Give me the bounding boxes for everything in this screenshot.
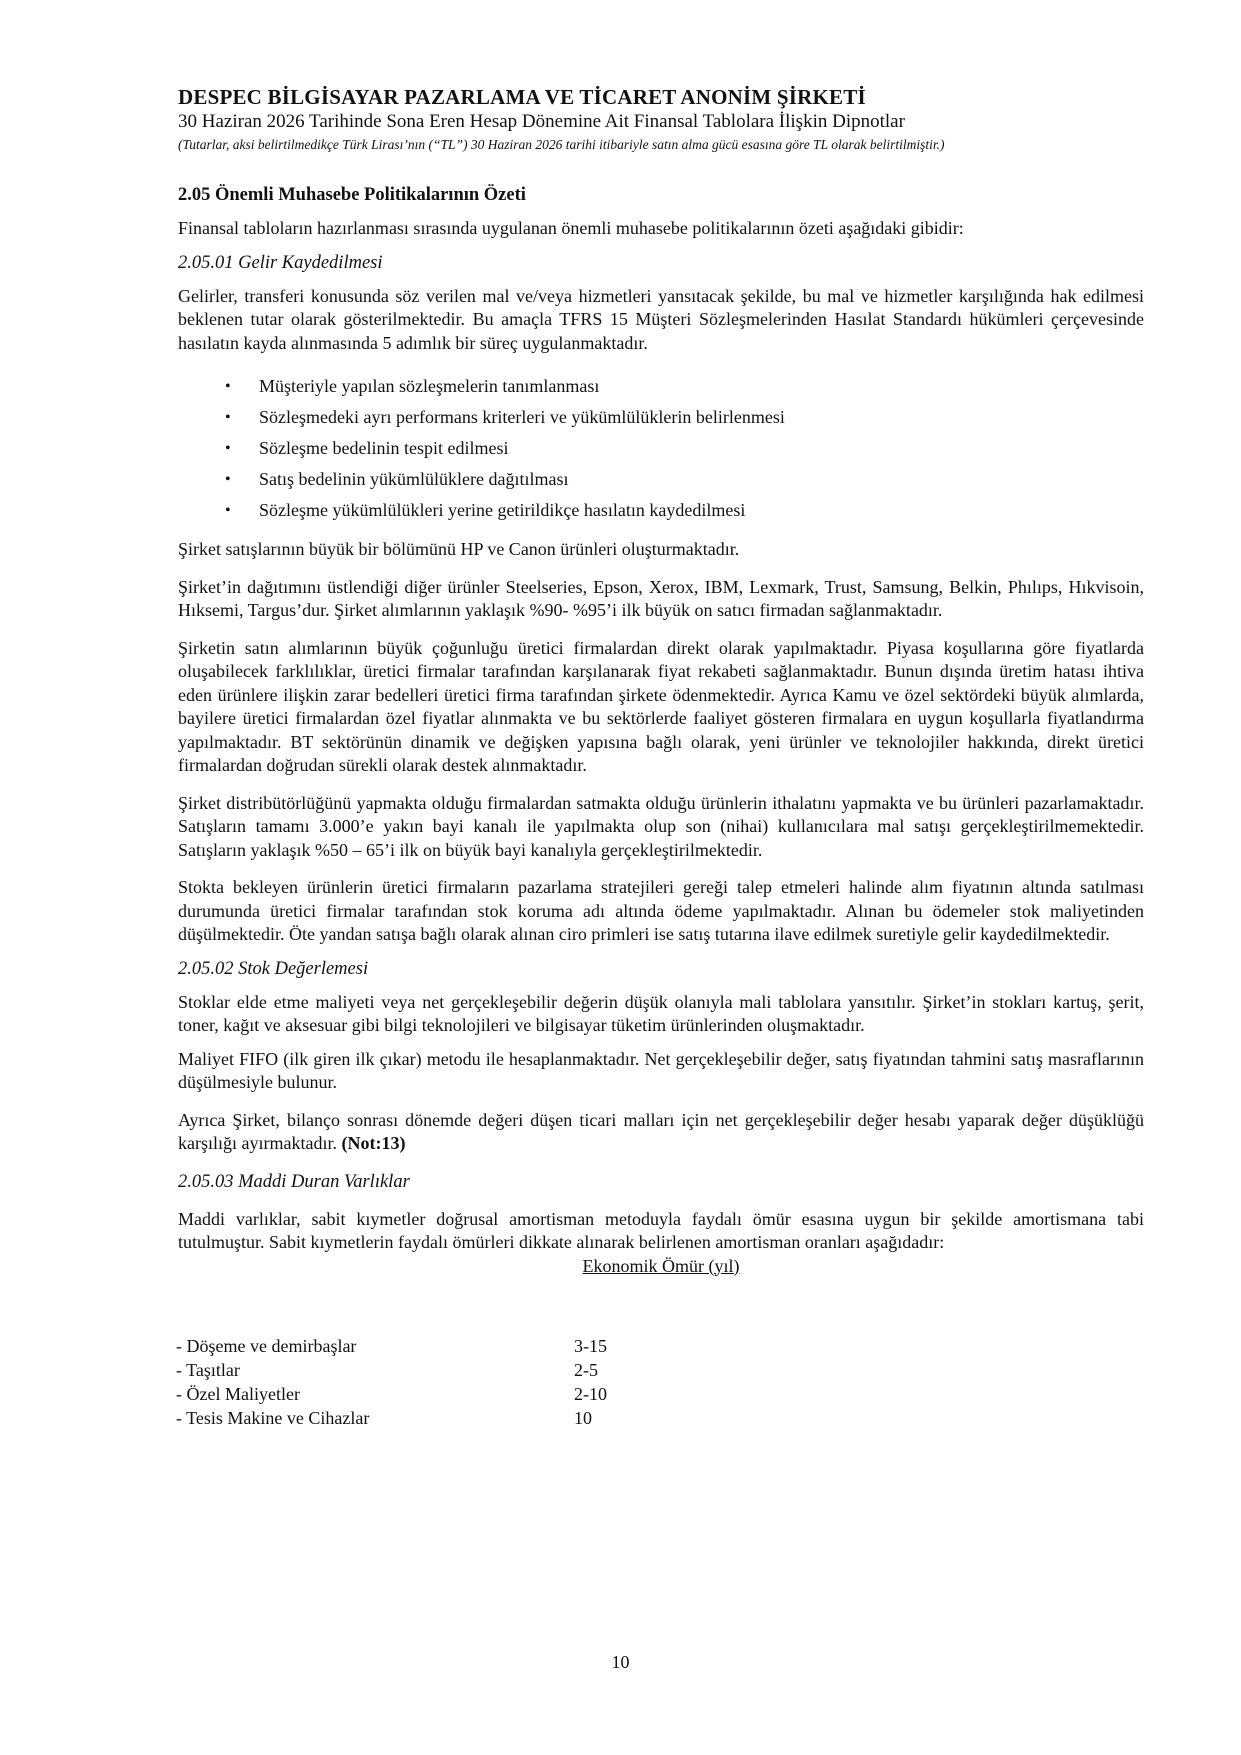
useful-life-header-text: Ekonomik Ömür (yıl)	[582, 1255, 740, 1276]
section-title: 2.05 Önemli Muhasebe Politikalarının Özeti	[178, 185, 526, 205]
inventory-paragraph-3	[178, 1109, 1144, 1156]
bullet-icon: •	[225, 471, 231, 488]
revenue-paragraph-2: Şirket satışlarının büyük bir bölümünü HP ve Canon ürünleri oluşturmaktadır.	[178, 539, 740, 559]
table-row	[176, 1358, 607, 1382]
bullet-icon: •	[225, 440, 231, 457]
note-reference: (Not:13)	[341, 1133, 406, 1153]
useful-life-table	[176, 1334, 607, 1430]
table-row	[176, 1334, 607, 1358]
list-item	[178, 499, 1144, 522]
asset-label: - Özel Maliyetler	[176, 1383, 300, 1404]
list-item	[178, 406, 1144, 429]
page-number: 10	[611, 1652, 630, 1672]
company-name: DESPEC BİLGİSAYAR PAZARLAMA VE TİCARET ANONİM ŞİRKETİ	[178, 85, 866, 109]
revenue-paragraph-3: Şirket’in dağıtımını üstlendiği diğer ürünler Steelseries, Epson, Xerox, IBM, Lexmark, Trust, Samsung, Belkin, Phılıps, Hıkvisoin, Hıksemi, Targus’dur. Şirket alımlarının yaklaşık %90- %95’i ilk büyük on satıcı firmadan sağlanmaktadır.	[178, 576, 1144, 620]
revenue-paragraph-6: Stokta bekleyen ürünlerin üretici firmaların pazarlama stratejileri gereği talep etmeleri halinde alım fiyatının altında satılması durumunda üretici firmalar tarafından stok koruma adı altında ödeme yapılmaktadır. Alınan bu ödemeler stok maliyetinden düşülmektedir. Öte yandan satışa bağlı olarak alınan ciro primleri ise satış tutarına ilave edilmek suretiyle gelir kaydedilmektedir.	[178, 877, 1144, 944]
asset-label: - Tesis Makine ve Cihazlar	[176, 1407, 370, 1428]
revenue-paragraph-1: Gelirler, transferi konusunda söz verilen mal ve/veya hizmetleri yansıtacak şekilde, bu mal ve hizmetler karşılığında hak edilmesi beklenen tutar olarak gösterilmektedir. Bu amaçla TFRS 15 Müşteri Sözleşmelerinden Hasılat Standardı hükümleri çerçevesinde hasılatın kayda alınmasında 5 adımlık bir süreç uygulanmaktadır.	[178, 285, 1144, 353]
list-item	[178, 437, 1144, 460]
list-item	[178, 468, 1144, 491]
fixed-assets-heading: 2.05.03 Maddi Duran Varlıklar	[178, 1171, 410, 1192]
asset-life-value: 2-5	[574, 1359, 598, 1380]
bullet-icon: •	[225, 502, 231, 519]
list-item-text: Satış bedelinin yükümlülüklere dağıtılması	[259, 469, 569, 489]
list-item-text: Sözleşme bedelinin tespit edilmesi	[259, 438, 509, 458]
asset-label: - Döşeme ve demirbaşlar	[176, 1335, 357, 1356]
asset-life-value: 3-15	[574, 1335, 607, 1356]
asset-life-value: 10	[574, 1407, 592, 1428]
inventory-paragraph-3-text: Ayrıca Şirket, bilanço sonrası dönemde değeri düşen ticari malları için net gerçekleşebilir değer hesabı yaparak değer düşüklüğü karşılığı ayırmaktadır.	[178, 1109, 1144, 1153]
table-row	[176, 1382, 607, 1406]
report-subtitle: 30 Haziran 2026 Tarihinde Sona Eren Hesap Dönemine Ait Finansal Tablolara İlişkin Dipnotlar	[178, 111, 905, 132]
currency-note: (Tutarlar, aksi belirtilmedikçe Türk Lirası’nın (“TL”) 30 Haziran 2026 tarihi itibariyle satın alma gücü esasına göre TL olarak belirtilmiştir.)	[178, 137, 945, 152]
list-item	[178, 375, 1144, 398]
inventory-paragraph-1: Stoklar elde etme maliyeti veya net gerçekleşebilir değerin düşük olanıyla mali tablolara yansıtılır. Şirket’in stokları kartuş, şerit, toner, kağıt ve aksesuar gibi bilgi teknolojileri ve bilgisayar tüketim ürünlerinden oluşmaktadır.	[178, 991, 1144, 1035]
section-intro: Finansal tabloların hazırlanması sırasında uygulanan önemli muhasebe politikalarının özeti aşağıdaki gibidir:	[178, 218, 964, 238]
list-item-text: Müşteriyle yapılan sözleşmelerin tanımlanması	[259, 376, 600, 396]
asset-life-value: 2-10	[574, 1383, 607, 1404]
fixed-assets-paragraph-1: Maddi varlıklar, sabit kıymetler doğrusal amortisman metoduyla faydalı ömür esasına uygun bir şekilde amortismana tabi tutulmuştur. Sabit kıymetlerin faydalı ömürleri dikkate alınarak belirlenen amortisman oranları aşağıdadır:	[178, 1208, 1144, 1252]
asset-label: - Taşıtlar	[176, 1359, 240, 1380]
list-item-text: Sözleşme yükümlülükleri yerine getirildikçe hasılatın kaydedilmesi	[259, 500, 746, 520]
useful-life-header	[178, 1255, 1144, 1278]
revenue-paragraph-4: Şirketin satın alımlarının büyük çoğunluğu üretici firmalardan direkt olarak yapılmaktadır. Piyasa koşullarına göre fiyatlarda oluşabilecek farklılıklar, üretici firmalar tarafından karşılanarak fiyat rekabeti sağlanmaktadır. Bunun dışında üretim hatası ihtiva eden ürünlere ilişkin zarar bedelleri üretici firma tarafından şirkete ödenmektedir. Ayrıca Kamu ve özel sektördeki büyük alımlarda, bayilere üretici firmalardan özel fiyatlar alınmakta ve bu sektörlerde faaliyet gösteren firmalara en uygun koşullarla fiyatlandırma yapılmaktadır. BT sektörünün dinamik ve değişken yapısına bağlı olarak, yeni ürünler ve teknolojiler hakkında, direkt üretici firmalardan doğrudan sürekli olarak destek alınmaktadır.	[178, 637, 1144, 775]
bullet-icon: •	[225, 409, 231, 426]
inventory-heading: 2.05.02 Stok Değerlemesi	[178, 958, 369, 979]
revenue-heading: 2.05.01 Gelir Kaydedilmesi	[178, 252, 383, 273]
list-item-text: Sözleşmedeki ayrı performans kriterleri ve yükümlülüklerin belirlenmesi	[259, 407, 785, 427]
table-row	[176, 1406, 607, 1430]
revenue-steps-list	[178, 375, 1144, 522]
bullet-icon: •	[225, 378, 231, 395]
revenue-paragraph-5: Şirket distribütörlüğünü yapmakta olduğu firmalardan satmakta olduğu ürünlerin ithalatını yapmakta ve bu ürünleri pazarlamaktadır. Satışların tamamı 3.000’e yakın bayi kanalı ile yapılmakta olup son (nihai) kullanıcılara mal satışı gerçekleştirilmemektedir. Satışların yaklaşık %50 – 65’i ilk on büyük bayi kanalıyla gerçekleştirilmektedir.	[178, 792, 1144, 860]
page-content	[178, 84, 1144, 1430]
inventory-paragraph-2: Maliyet FIFO (ilk giren ilk çıkar) metodu ile hesaplanmaktadır. Net gerçekleşebilir değer, satış fiyatından tahmini satış masraflarının düşülmesiyle bulunur.	[178, 1048, 1144, 1092]
